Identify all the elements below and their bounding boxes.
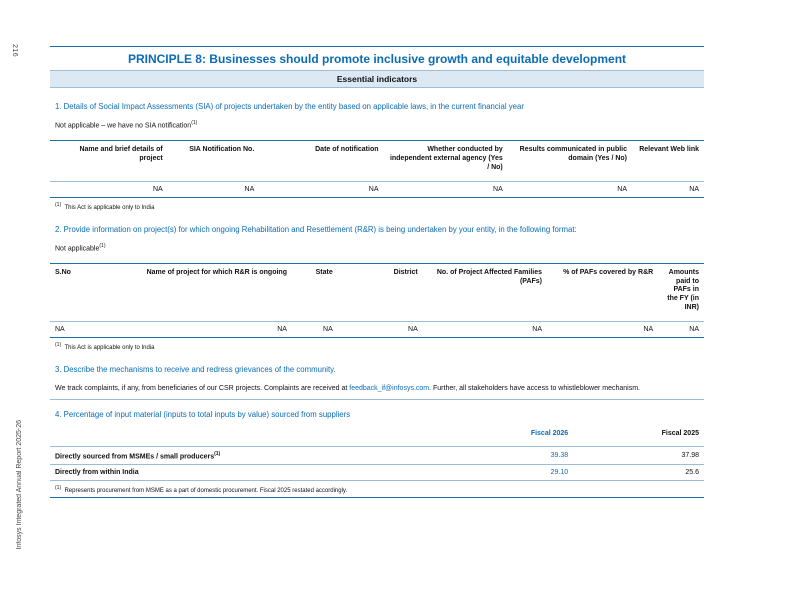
rr-header-covered: % of PAFs covered by R&R: [547, 263, 658, 321]
table-cell: NA: [643, 325, 654, 333]
rr-table: [50, 263, 704, 338]
table-cell: NA: [617, 185, 628, 193]
table-cell: NA: [689, 325, 699, 333]
table-cell: NA: [689, 185, 699, 193]
table-cell: NA: [152, 185, 163, 193]
q1-note-sup: (1): [191, 120, 198, 126]
table-cell: 39.38: [442, 447, 573, 465]
table-cell: Directly from within India: [50, 465, 442, 481]
table-cell: NA: [323, 325, 333, 333]
page-number: 216: [11, 44, 18, 58]
q2-footnote: $^{(1)}$ This Act is applicable only to India: [55, 341, 155, 351]
table-cell: Directly sourced from MSMEs / small producers$^{(1)}$: [50, 447, 442, 465]
rr-header-amount: Amounts paid to PAFs in the FY (in INR): [658, 263, 704, 321]
sourcing-header-blank: [50, 427, 442, 447]
q2-title: 2. Provide information on project(s) for which ongoing Rehabilitation and Resettlement (R&R) is being undertaken by your entity, in the following format:: [55, 224, 577, 234]
table-cell: NA: [244, 185, 255, 193]
table-cell: 37.98: [573, 447, 704, 465]
table-cell: NA: [493, 185, 503, 193]
rr-header-state: State: [292, 263, 338, 321]
section-band: Essential indicators: [50, 70, 704, 88]
q3-paragraph: We track complaints, if any, from beneficiaries of our CSR projects. Complaints are received at feedback_if@infosys.com. Further, all stakeholders have access to whistleblower mechanism.: [55, 384, 640, 392]
q1-title: 1. Details of Social Impact Assessments (SIA) of projects undertaken by the entity based on applicable laws, in the current financial year: [55, 102, 524, 111]
sia-header-name: Name and brief details of project: [50, 141, 168, 181]
page-content: [50, 46, 704, 498]
q2-note-sup: (1): [99, 242, 106, 249]
rr-header-pafs: No. of Project Affected Families (PAFs): [423, 263, 547, 321]
table-cell: NA: [55, 325, 65, 333]
table-row: [50, 447, 704, 465]
rr-header-project: Name of project for which R&R is ongoing: [89, 263, 292, 321]
rr-header-district: District: [338, 263, 423, 321]
divider: [50, 399, 704, 400]
principle-title: PRINCIPLE 8: Businesses should promote inclusive growth and equitable development: [127, 52, 627, 66]
feedback-email-link[interactable]: feedback_if@infosys.com: [349, 384, 430, 392]
q4-footnote: $^{(1)}$ Represents procurement from MSME as a part of domestic procurement. Fiscal 2025 restated accordingly.: [55, 485, 348, 495]
sia-table: [50, 140, 704, 197]
sia-header-external: Whether conducted by independent external agency (Yes / No): [384, 141, 508, 181]
table-cell: NA: [532, 325, 543, 333]
sia-header-notification: SIA Notification No.: [168, 141, 260, 181]
table-cell: NA: [368, 185, 379, 193]
q2-note: Not applicable$^{(1)}$: [55, 242, 106, 252]
sourcing-header-fy26: Fiscal 2026: [442, 427, 573, 447]
sourcing-table: [50, 427, 704, 481]
q1-note: Not applicable – we have no SIA notification$^{(1)}$: [55, 120, 198, 130]
rr-header-sno: S.No: [50, 263, 89, 321]
q3-title: 3. Describe the mechanisms to receive and redress grievances of the community.: [55, 364, 336, 374]
table-row: [50, 181, 704, 197]
sia-header-date: Date of notification: [259, 141, 383, 181]
table-row: [50, 321, 704, 337]
report-name: Infosys Integrated Annual Report 2025-26: [16, 420, 23, 550]
table-cell: NA: [408, 325, 418, 333]
q1-footnote: $^{(1)}$ This Act is applicable only to India: [55, 201, 155, 211]
table-cell: 29.10: [442, 465, 573, 481]
sia-header-results: Results communicated in public domain (Yes / No): [508, 141, 632, 181]
divider: [50, 497, 704, 498]
sourcing-header-fy25: Fiscal 2025: [573, 427, 704, 447]
table-cell: 25.6: [573, 465, 704, 481]
table-cell: NA: [277, 325, 287, 333]
q4-title: 4. Percentage of input material (inputs to total inputs by value) sourced from suppliers: [55, 410, 351, 420]
sia-header-weblink: Relevant Web link: [632, 141, 704, 181]
table-row: [50, 465, 704, 481]
